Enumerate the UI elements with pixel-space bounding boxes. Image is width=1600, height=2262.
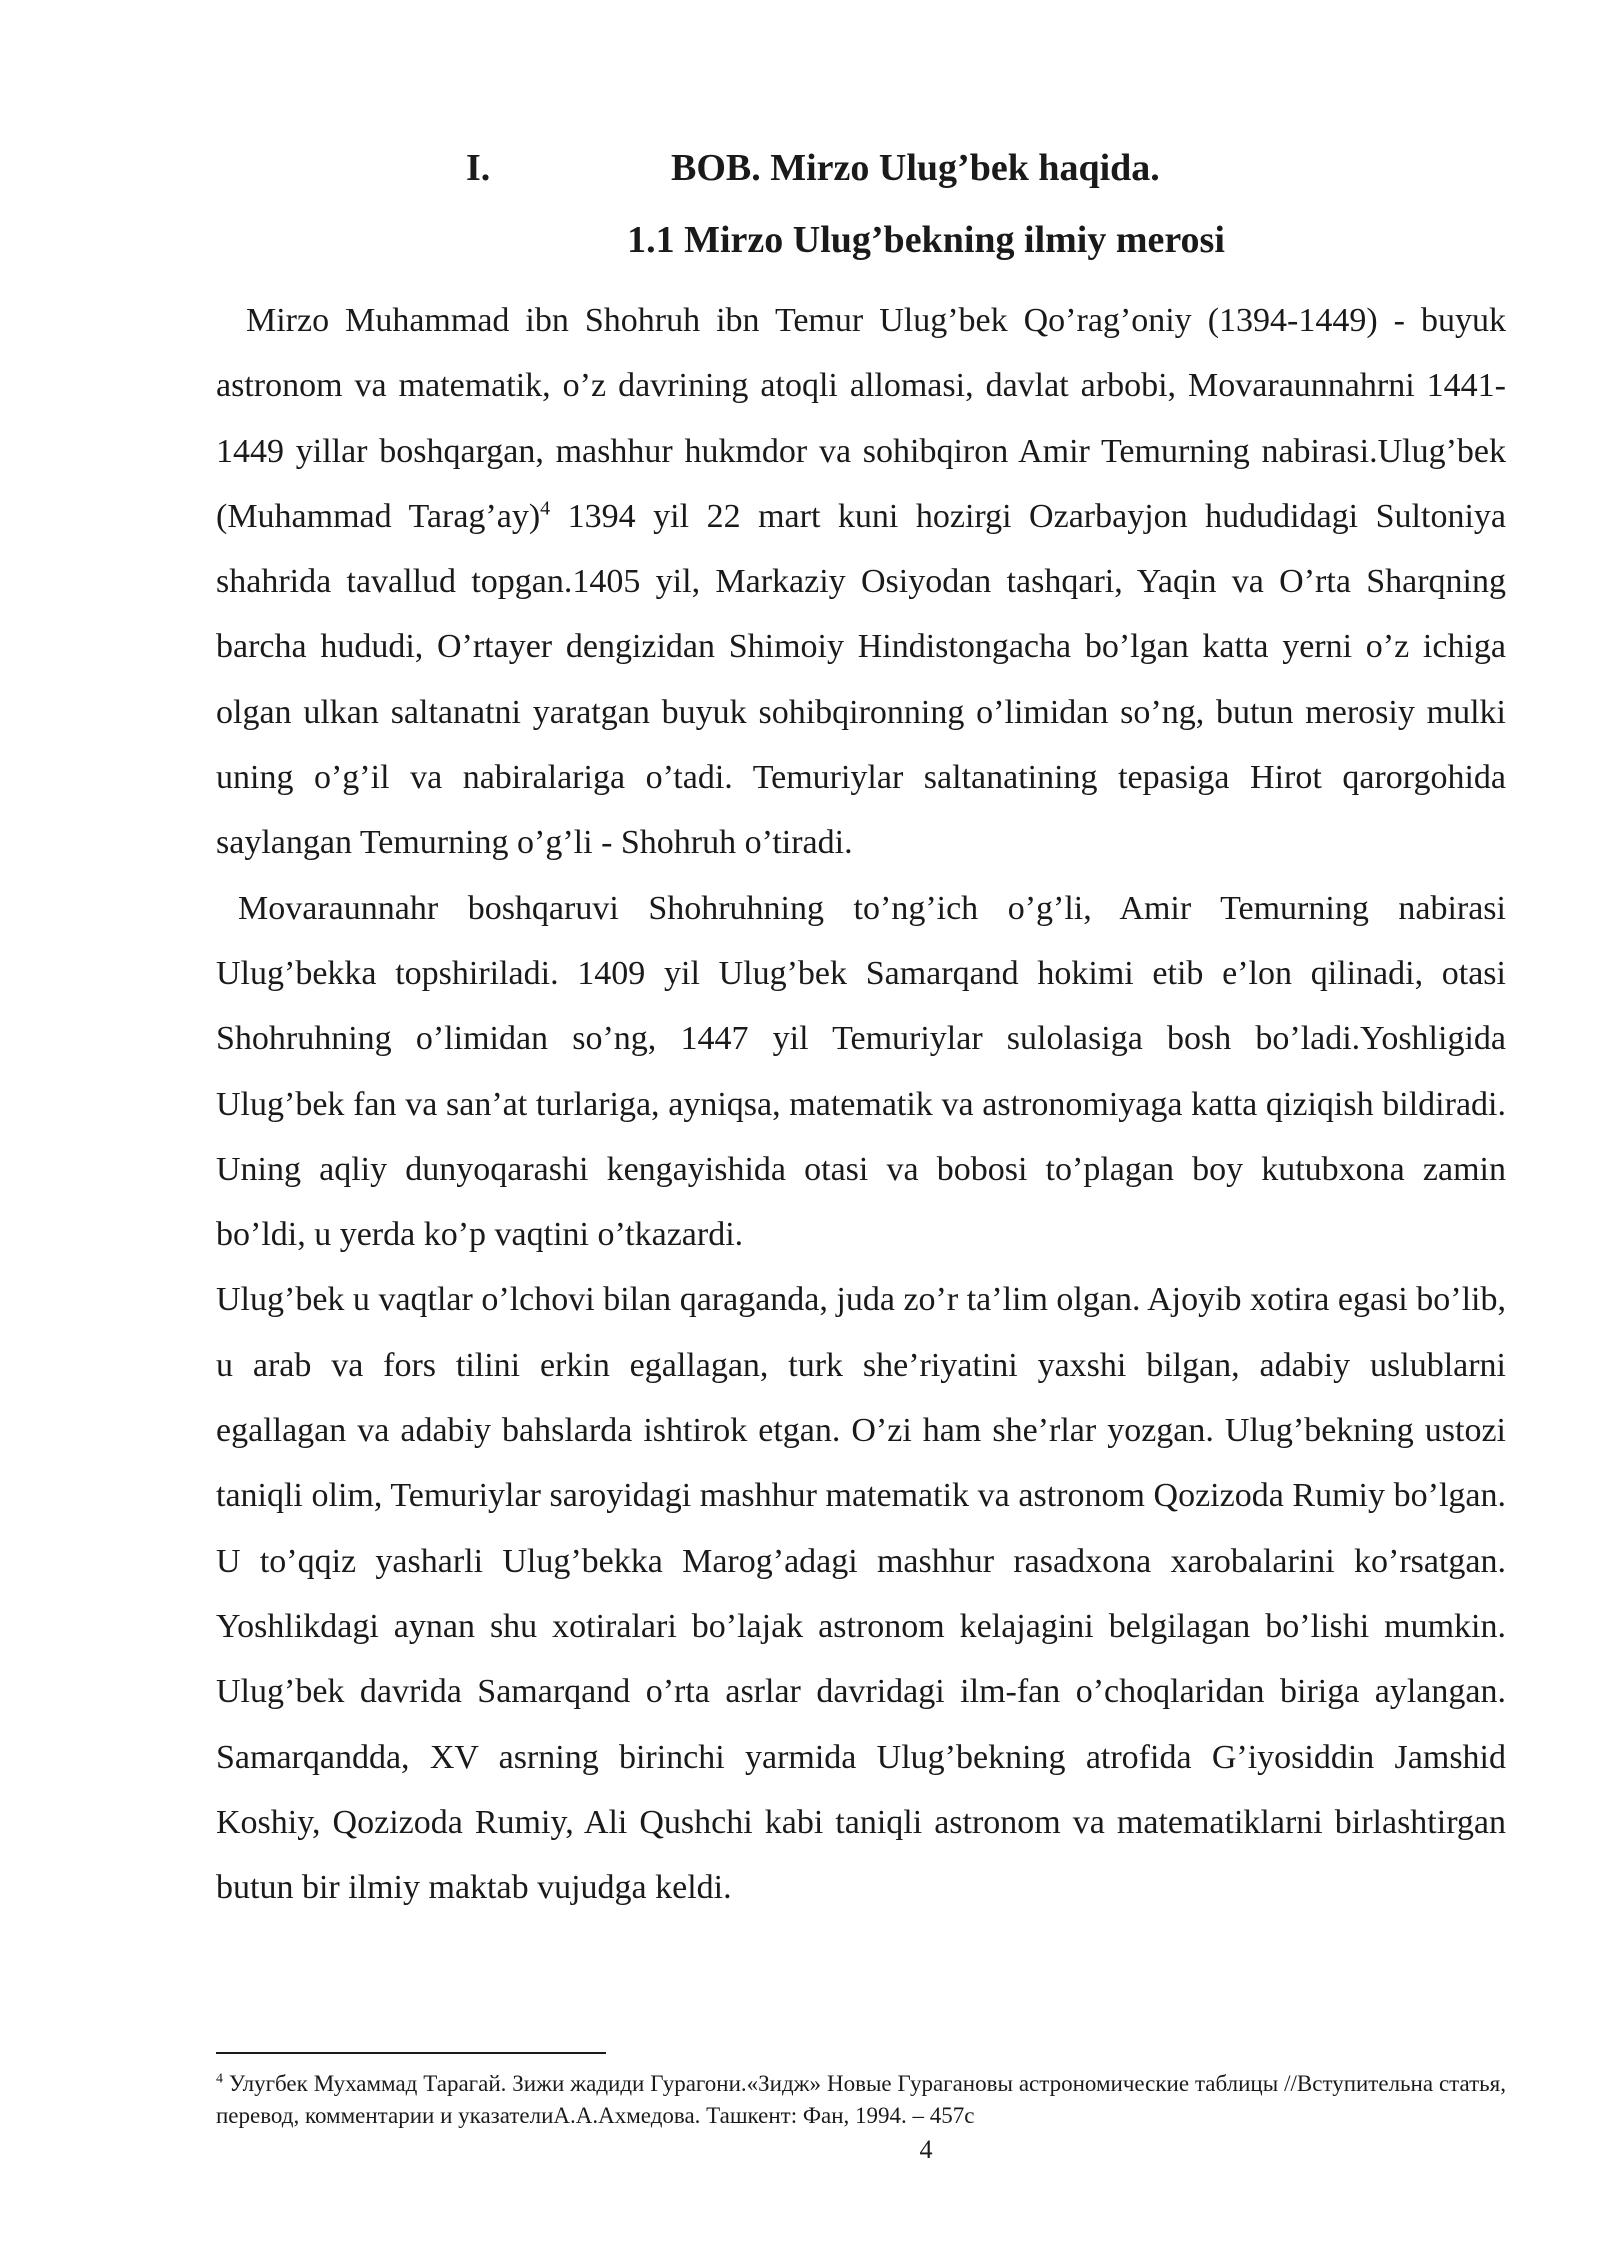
footnote <box>216 2068 1506 2132</box>
body-text <box>216 288 1506 1920</box>
paragraph: Movaraunnahr boshqaruvi Shohruhning to’ng’ich o’g’li, Amir Temurning nabirasi Ulug’bekka topshiriladi. 1409 yil Ulug’bek Samarqand hokimi etib e’lon qilinadi, otasi Shohruhning o’limidan so’ng, 1447 yil Temuriylar sulolasiga bosh bo’ladi.Yoshligida Ulug’bek fan va san’at turlariga, ayniqsa, matematik va astronomiyaga katta qiziqish bildiradi. Uning aqliy dunyoqarashi kengayishida otasi va bobosi to’plagan boy kutubxona zamin bo’ldi, u yerda ko’p vaqtini o’tkazardi. <box>216 889 1506 1254</box>
footnote-separator <box>216 2052 606 2054</box>
chapter-title: BOB. Mirzo Ulug’bek haqida. <box>671 147 1160 189</box>
paragraph-text: Mirzo Muhammad ibn Shohruh ibn Temur Ulug’bek Qo’rag’oniy (1394-1449) - buyuk astronom va matematik, o’z davrining atoqli allomasi, davlat arbobi, Movaraunnahrni 1441-1449 yillar boshqargan, mashhur hukmdor va sohibqiron Amir Temurning nabirasi.Ulug’bek (Muhammad Tarag’ay) <box>216 302 1506 535</box>
footnote-reference[interactable]: 4 <box>540 497 551 520</box>
page-number: 4 <box>919 2135 933 2164</box>
chapter-heading <box>216 140 1506 196</box>
paragraph <box>216 288 1506 876</box>
paragraph-text: 1394 yil 22 mart kuni hozirgi Ozarbayjon hududidagi Sultoniya shahrida tavallud topgan.1405 yil, Markaziy Osiyodan tashqari, Yaqin va O’rta Sharqning barcha hududi, O’rtayer dengizidan Shimoiy Hindistongacha bo’lgan katta yerni o’z ichiga olgan ulkan saltanatni yaratgan buyuk sohibqironning o’limidan so’ng, butun merosiy mulki uning o’g’il va nabiralariga o’tadi. Temuriylar saltanatining tepasiga Hirot qarorgohida saylangan Temurning o’g’li - Shohruh o’tiradi. <box>216 497 1506 862</box>
footnote-marker: 4 <box>216 2071 223 2087</box>
chapter-numeral: I. <box>466 147 491 189</box>
section-title: 1.1 Mirzo Ulug’bekning ilmiy merosi <box>627 219 1225 261</box>
footnote-text: Улугбек Мухаммад Тарагай. Зижи жадиди Гурагони.«Зидж» Новые Гурагановы астрономические таблицы //Вступительна статья, перевод, комментарии и указателиА.А.Ахмедова. Ташкент: Фан, 1994. – 457с <box>216 2071 1506 2128</box>
paragraph: Ulug’bek u vaqtlar o’lchovi bilan qaraganda, juda zo’r ta’lim olgan. Ajoyib xotira egasi bo’lib, u arab va fors tilini erkin egallagan, turk she’riyatini yaxshi bilgan, adabiy uslublarni egallagan va adabiy bahslarda ishtirok etgan. O’zi ham she’rlar yozgan. Ulug’bekning ustozi taniqli olim, Temuriylar saroyidagi mashhur matematik va astronom Qozizoda Rumiy bo’lgan. U to’qqiz yasharli Ulug’bekka Marog’adagi mashhur rasadxona xarobalarini ko’rsatgan. Yoshlikdagi aynan shu xotiralari bo’lajak astronom kelajagini belgilagan bo’lishi mumkin. Ulug’bek davrida Samarqand o’rta asrlar davridagi ilm-fan o’choqlaridan biriga aylangan. Samarqandda, XV asrning birinchi yarmida Ulug’bekning atrofida G’iyosiddin Jamshid Koshiy, Qozizoda Rumiy, Ali Qushchi kabi taniqli astronom va matematiklarni birlashtirgan butun bir ilmiy maktab vujudga keldi. <box>216 1281 1506 1907</box>
